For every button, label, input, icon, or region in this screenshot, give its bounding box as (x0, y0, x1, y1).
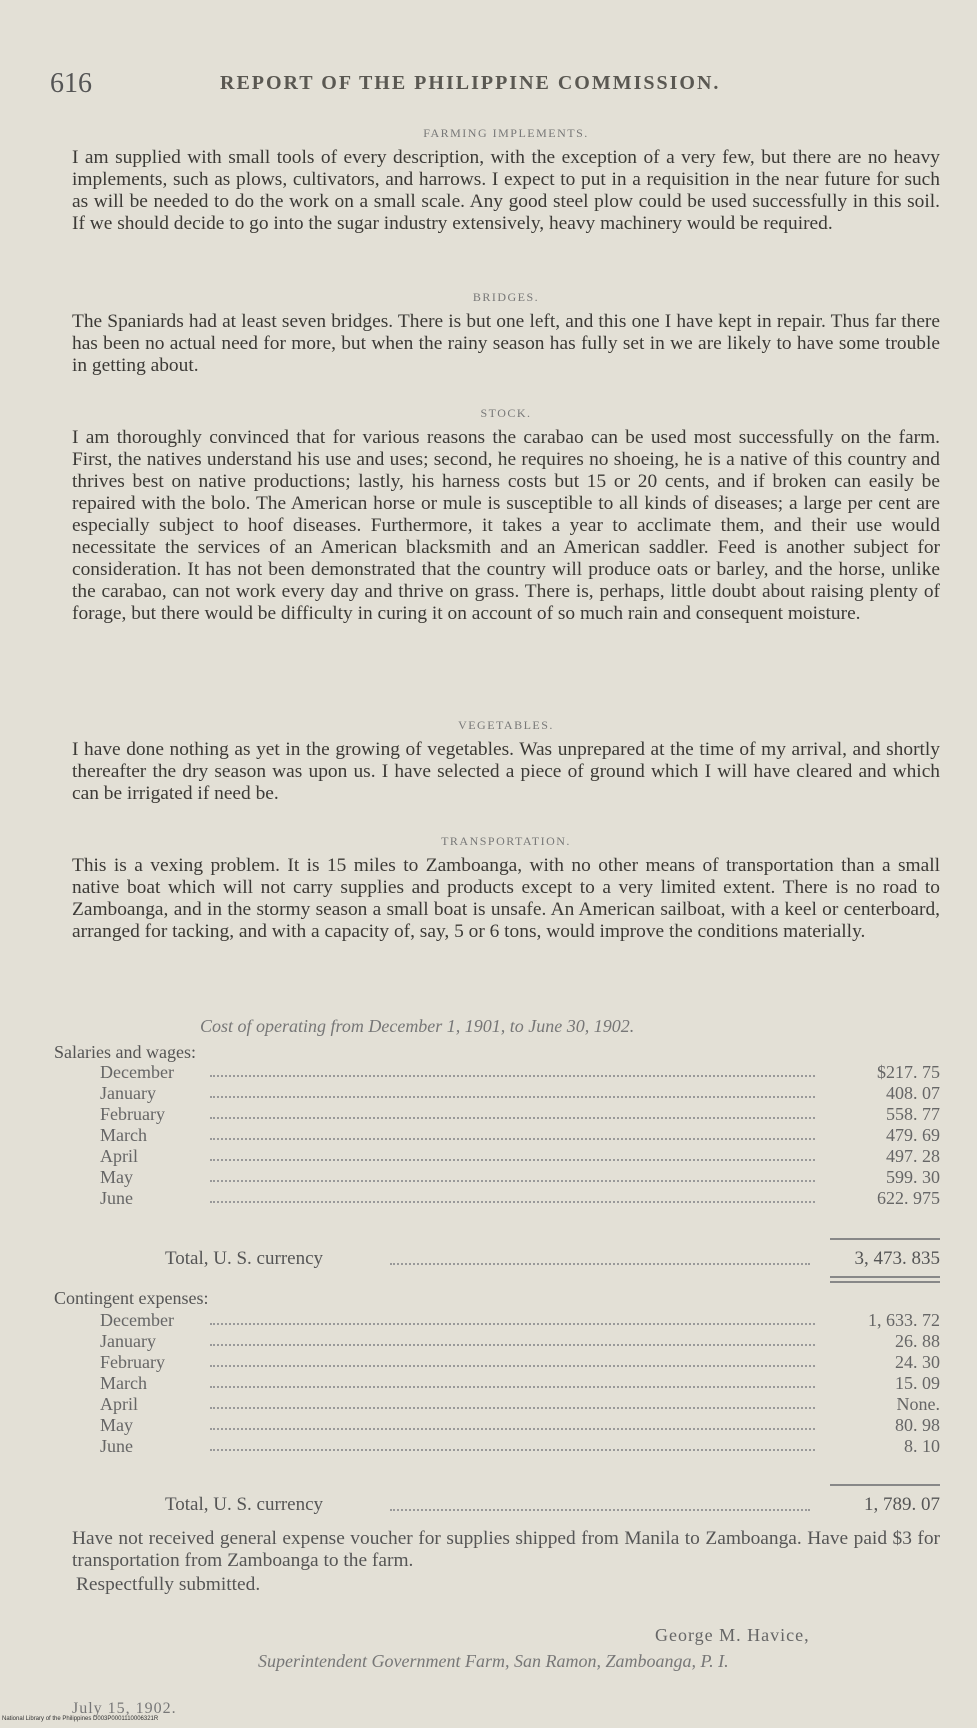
section-heading: TRANSPORTATION. (441, 834, 571, 848)
table-row (100, 1125, 940, 1146)
row-month: March (100, 1125, 147, 1145)
subtotal-rule (830, 1484, 940, 1486)
leader-dots (210, 1344, 815, 1346)
row-amount: 479. 69 (886, 1125, 940, 1145)
section-heading: STOCK. (480, 406, 532, 420)
row-amount: 558. 77 (886, 1104, 940, 1124)
row-month: December (100, 1310, 174, 1330)
leader-dots (210, 1386, 815, 1388)
section-bridges (72, 284, 940, 377)
contingent-rows (100, 1310, 940, 1457)
total-rule (830, 1281, 940, 1283)
cost-table-title: Cost of operating from December 1, 1901, to June 30, 1902. (200, 1016, 635, 1036)
leader-dots (210, 1159, 815, 1161)
table-row (100, 1415, 940, 1436)
page-header (50, 68, 930, 102)
leader-dots (210, 1449, 815, 1451)
report-date: July 15, 1902. (72, 1700, 177, 1717)
signature-name: George M. Havice, (655, 1625, 810, 1645)
page-number: 616 (50, 68, 92, 99)
row-amount: 26. 88 (895, 1331, 940, 1351)
table-row (100, 1104, 940, 1125)
leader-dots (210, 1180, 815, 1182)
contingent-label: Contingent expenses: (54, 1288, 209, 1308)
table-row (100, 1310, 940, 1331)
row-amount: 497. 28 (886, 1146, 940, 1166)
total-label: Total, U. S. currency (165, 1494, 324, 1515)
table-row (100, 1146, 940, 1167)
section-heading: BRIDGES. (472, 290, 540, 304)
row-month: January (100, 1083, 156, 1103)
total-rule (830, 1276, 940, 1278)
row-amount: $217. 75 (877, 1062, 940, 1082)
row-month: May (100, 1167, 133, 1187)
leader-dots (210, 1323, 815, 1325)
total-amount: 3, 473. 835 (854, 1248, 940, 1269)
table-row (100, 1062, 940, 1083)
leader-dots (390, 1509, 810, 1511)
row-amount: 622. 975 (877, 1188, 940, 1208)
running-head: REPORT OF THE PHILIPPINE COMMISSION. (220, 72, 721, 94)
leader-dots (210, 1096, 815, 1098)
scan-credit: National Library of the Philippines D003P0001110006321R (2, 1716, 159, 1722)
row-month: February (100, 1352, 165, 1372)
table-row (100, 1436, 940, 1457)
table-row (100, 1188, 940, 1209)
section-paragraph: I am thoroughly convinced that for various reasons the carabao can be used most successfully on the farm. First, the natives understand his use and uses; second, he requires no shoeing, he is a native of this country and thrives best on native productions; lastly, his harness costs but 15 or 20 cents, and if broken can easily be repaired with the bolo. The American horse or mule is susceptible to all kinds of diseases; a large per cent are especially subject to hoof diseases. Furthermore, it takes a year to acclimate them, and their use would necessitate the services of an American blacksmith and an American saddler. Feed is another subject for consideration. It has not been demonstrated that the country will produce oats or barley, and the horse, unlike the carabao, can not work every day and thrive on grass. There is, perhaps, little doubt about raising plenty of forage, but there would be difficulty in curing it on account of so much rain and consequent moisture. (72, 427, 940, 624)
row-amount: 408. 07 (886, 1083, 940, 1103)
salaries-total (165, 1248, 940, 1272)
section-paragraph: The Spaniards had at least seven bridges. There is but one left, and this one I have kept in repair. Thus far there has been no actual need for more, but when the rainy season has fully set in we are likely to have some trouble in getting about. (72, 311, 940, 376)
leader-dots (210, 1075, 815, 1077)
leader-dots (210, 1201, 815, 1203)
salaries-label: Salaries and wages: (54, 1042, 196, 1062)
section-paragraph: This is a vexing problem. It is 15 miles to Zamboanga, with no other means of transportation than a small native boat which will not carry supplies and products except to a very limited extent. There is no road to Zamboanga, and in the stormy season a small boat is unsafe. An American sailboat, with a keel or centerboard, arranged for tacking, and with a capacity of, say, 5 or 6 tons, would improve the conditions materially. (72, 855, 940, 942)
table-row (100, 1373, 940, 1394)
row-month: June (100, 1436, 133, 1456)
section-paragraph: I am supplied with small tools of every description, with the exception of a very few, but there are no heavy implements, such as plows, cultivators, and harrows. I expect to put in a requisition in the near future for such as will be needed to do the work on a small scale. Any good steel plow could be used successfully in this soil. If we should decide to go into the sugar industry extensively, heavy machinery would be required. (72, 147, 940, 234)
leader-dots (210, 1428, 815, 1430)
signature-title: Superintendent Government Farm, San Ramon, Zamboanga, P. I. (258, 1651, 729, 1671)
respectfully-submitted: Respectfully submitted. (76, 1574, 261, 1595)
row-amount: 8. 10 (904, 1436, 940, 1456)
contingent-total (165, 1494, 940, 1518)
closing-note: Have not received general expense voucher for supplies shipped from Manila to Zamboanga. Have paid $3 for transportation from Zamboanga to the farm. (72, 1528, 940, 1571)
row-amount: None. (896, 1394, 940, 1414)
total-amount: 1, 789. 07 (864, 1494, 940, 1515)
row-month: June (100, 1188, 133, 1208)
leader-dots (390, 1263, 810, 1265)
section-farming-implements (72, 120, 940, 235)
row-month: December (100, 1062, 174, 1082)
row-month: April (100, 1146, 138, 1166)
salaries-rows (100, 1062, 940, 1209)
leader-dots (210, 1117, 815, 1119)
row-amount: 15. 09 (895, 1373, 940, 1393)
row-amount: 1, 633. 72 (868, 1310, 940, 1330)
row-amount: 599. 30 (886, 1167, 940, 1187)
row-month: March (100, 1373, 147, 1393)
row-month: May (100, 1415, 133, 1435)
table-row (100, 1167, 940, 1188)
leader-dots (210, 1365, 815, 1367)
section-transportation (72, 828, 940, 943)
table-row (100, 1394, 940, 1415)
row-month: January (100, 1331, 156, 1351)
subtotal-rule (830, 1238, 940, 1240)
row-month: April (100, 1394, 138, 1414)
table-row (100, 1083, 940, 1104)
section-stock (72, 400, 940, 625)
leader-dots (210, 1138, 815, 1140)
row-amount: 24. 30 (895, 1352, 940, 1372)
leader-dots (210, 1407, 815, 1409)
table-row (100, 1331, 940, 1352)
section-heading: FARMING IMPLEMENTS. (423, 126, 589, 140)
section-heading: VEGETABLES. (458, 718, 554, 732)
section-vegetables (72, 712, 940, 805)
section-paragraph: I have done nothing as yet in the growing of vegetables. Was unprepared at the time of my arrival, and shortly thereafter the dry season was upon us. I have selected a piece of ground which I will have cleared and which can be irrigated if need be. (72, 739, 940, 804)
row-month: February (100, 1104, 165, 1124)
row-amount: 80. 98 (895, 1415, 940, 1435)
total-label: Total, U. S. currency (165, 1248, 324, 1269)
table-row (100, 1352, 940, 1373)
